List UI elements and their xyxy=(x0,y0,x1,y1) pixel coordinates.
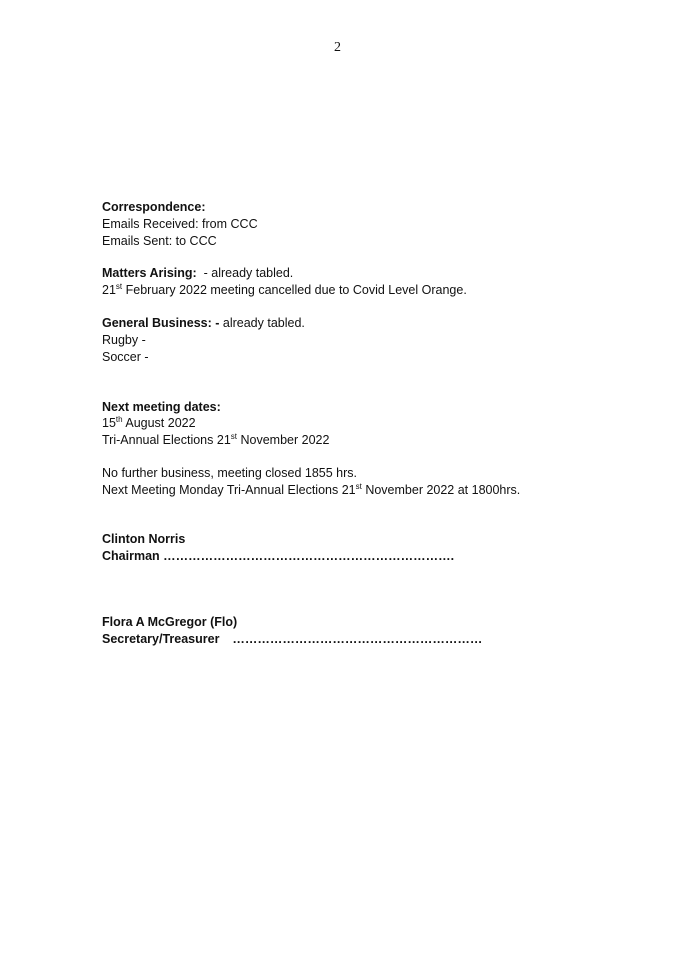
date1-suffix: th xyxy=(115,415,123,424)
chair-title: Chairman xyxy=(102,549,160,563)
cancelled-day-suffix: st xyxy=(115,282,123,291)
next-meeting-suffix: st xyxy=(355,482,362,491)
meeting-closed-note: No further business, meeting closed 1855 hrs. xyxy=(102,466,357,480)
next-meeting-text: Next Meeting Monday Tri-Annual Elections 21 xyxy=(102,483,356,497)
cancelled-text: February 2022 meeting cancelled due to Covid Level Orange. xyxy=(122,283,467,297)
chair-name: Clinton Norris xyxy=(102,532,186,546)
meeting-cancelled-note xyxy=(102,282,467,298)
date1-day: 15 xyxy=(102,416,116,430)
next-meeting-note xyxy=(102,482,520,498)
chair-signature-line xyxy=(102,548,454,564)
date2-text: Tri-Annual Elections 21 xyxy=(102,433,231,447)
general-business-line xyxy=(102,315,305,331)
business-item-rugby: Rugby - xyxy=(102,333,146,347)
emails-received: Emails Received: from CCC xyxy=(102,217,258,231)
general-business-heading: General Business: - xyxy=(102,316,220,330)
date2-rest: November 2022 xyxy=(237,433,330,447)
secretary-name: Flora A McGregor (Flo) xyxy=(102,615,238,629)
meeting-date-2 xyxy=(102,432,329,448)
secretary-title: Secretary/Treasurer xyxy=(102,632,220,646)
correspondence-heading: Correspondence: xyxy=(102,200,206,214)
meeting-date-1 xyxy=(102,415,196,431)
business-item-soccer: Soccer - xyxy=(102,350,149,364)
secretary-signature-line xyxy=(102,631,482,647)
secretary-signature-dots: …………………………………………………… xyxy=(232,632,483,646)
date2-suffix: st xyxy=(230,432,238,441)
matters-arising-line xyxy=(102,265,293,281)
page-number: 2 xyxy=(334,40,341,55)
next-meeting-rest: November 2022 at 1800hrs. xyxy=(361,483,521,497)
next-meeting-dates-heading: Next meeting dates: xyxy=(102,400,221,414)
matters-arising-note: - already tabled. xyxy=(196,266,294,280)
chair-signature-dots: ……………………………………………………………. xyxy=(163,549,455,563)
matters-arising-heading: Matters Arising: xyxy=(102,266,197,280)
emails-sent: Emails Sent: to CCC xyxy=(102,234,217,248)
general-business-note: already tabled. xyxy=(219,316,305,330)
cancelled-day: 21 xyxy=(102,283,116,297)
date1-text: August 2022 xyxy=(122,416,196,430)
